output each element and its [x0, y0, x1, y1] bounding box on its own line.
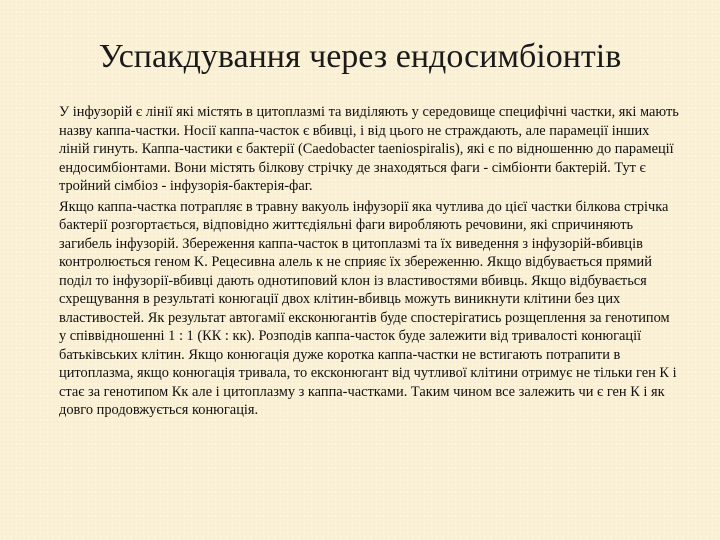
paragraph-kappa-particles: У інфузорій є лінії які містять в цитоплазмі та виділяють у середовище специфічні частки, які мають назву каппа-частки. Носії каппа-часток є вбивці, і від цього не страждають, але парамеції інших ліній гинуть. Каппа-частики є бактерії (Caedobacter taeniospiralis), які є по відношенню до парамеції ендосимбіонтами. Вони містять білкову стрічку де знаходяться фаги - сімбіонти бактерій. Тут є тройний сімбіоз - інфузорія-бактерія-фаг.: [59, 104, 679, 194]
slide-body: [59, 103, 679, 420]
paragraph-inheritance: Якщо каппа-частка потрапляє в травну вакуоль інфузорії яка чутлива до цієї частки білкова стрічка бактерії розгортається, відповідно життєдіяльні фаги виробляють речовини, які спричиняють загибель інфузорій. Збереження каппа-часток в цитоплазмі та їх виведення з інфузорій-вбивців контролюється геном K. Рецесивна алель к не сприяє їх збереженню. Якщо відбувається прямий поділ то інфузорії-вбивці дають однотиповий клон із властивостями вбивць. Якщо відбувається схрещування в результаті конюгації двох клітин-вбивць можуть виникнути клітини без цих властивостей. Як результат автогамії ексконюгантів буде спостерігатись розщеплення за генотипом у співвідношенні 1 : 1 (КК : кк). Розподів каппа-часток буде залежити від тривалості конюгації батьківських клітин. Якщо конюгація дуже коротка каппа-частки не встигають потрапити в цитоплазма, якщо конюгація тривала, то ексконюгант від чутливої клітини отримує не тільки ген К і стає за генотипом Кк але і цитоплазму з каппа-частками. Таким чином все залежить чи є ген К і як довго продовжується конюгація.: [59, 198, 677, 418]
slide-title: Успакдування через ендосимбіонтів: [98, 38, 622, 75]
